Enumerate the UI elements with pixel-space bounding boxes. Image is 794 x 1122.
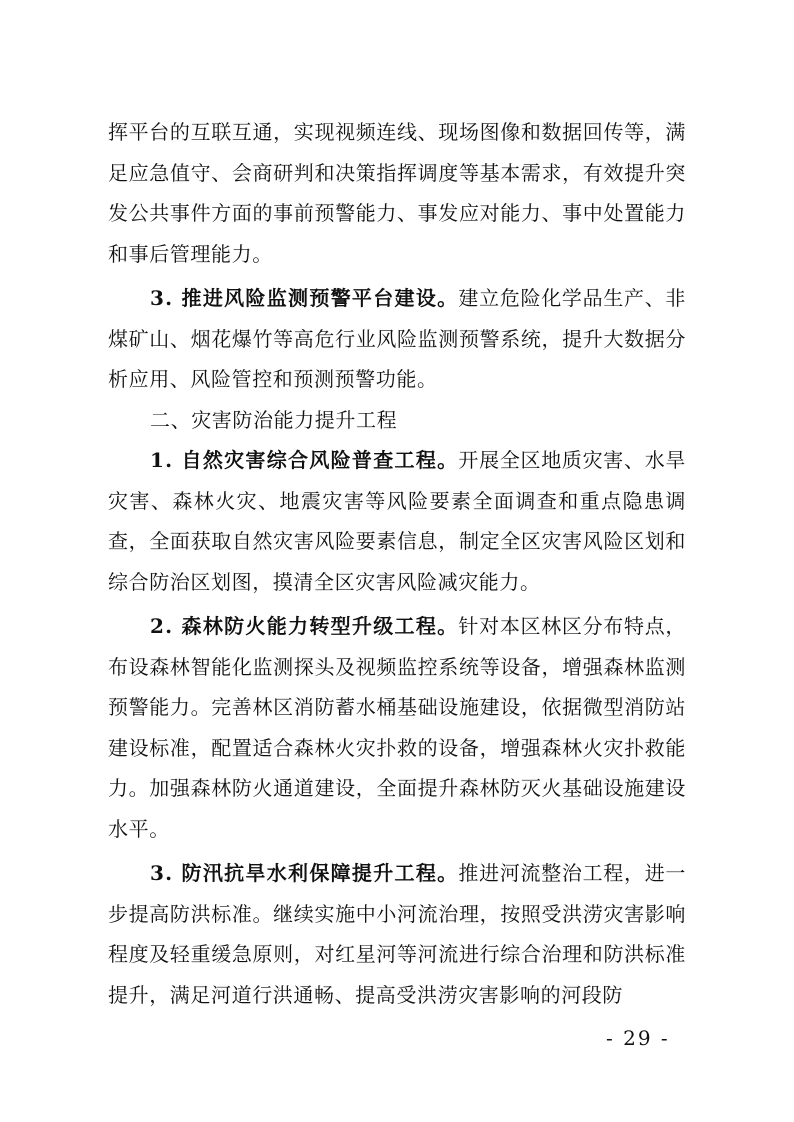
section-title: 二、灾害防治能力提升工程: [150, 407, 398, 432]
page-number: - 29 -: [606, 1026, 670, 1050]
document-body: [108, 112, 686, 1015]
paragraph-natural-disaster-survey: [108, 440, 686, 602]
item-heading: 3. 推进风险监测预警平台建设。: [150, 286, 459, 310]
paragraph-risk-monitoring: [108, 278, 686, 400]
paragraph-text: 推进河流整治工程，进一步提高防洪标准。继续实施中小河流治理，按照受洪涝灾害影响程度及轻重缓急原则，对红星河等河流进行综合治理和防洪标准提升，满足河道行洪通畅、提高受洪涝灾害影响的河段防: [108, 861, 686, 1007]
paragraph-forest-fire: [108, 606, 686, 849]
section-heading: [108, 400, 686, 441]
paragraph-text: 开展全区地质灾害、水旱灾害、森林火灾、地震灾害等风险要素全面调查和重点隐患调查，全面获取自然灾害风险要素信息，制定全区灾害风险区划和综合防治区划图，摸清全区灾害风险减灾能力。: [108, 448, 686, 594]
paragraph-text: 针对本区林区分布特点，布设森林智能化监测探头及视频监控系统等设备，增强森林监测预警能力。完善林区消防蓄水桶基础设施建设，依据微型消防站建设标准，配置适合森林火灾扑救的设备，增强森林火灾扑救能力。加强森林防火通道建设，全面提升森林防灭火基础设施建设水平。: [108, 614, 686, 841]
item-heading: 3. 防汛抗旱水利保障提升工程。: [150, 861, 459, 885]
paragraph-flood-control: [108, 853, 686, 1015]
item-heading: 2. 森林防火能力转型升级工程。: [150, 614, 459, 638]
paragraph-text: 挥平台的互联互通，实现视频连线、现场图像和数据回传等，满足应急值守、会商研判和决策指挥调度等基本需求，有效提升突发公共事件方面的事前预警能力、事发应对能力、事中处置能力和事后管理能力。: [108, 120, 686, 266]
paragraph-text: 建立危险化学品生产、非煤矿山、烟花爆竹等高危行业风险监测预警系统，提升大数据分析应用、风险管控和预测预警功能。: [108, 286, 686, 391]
paragraph-continued: [108, 112, 686, 274]
item-heading: 1. 自然灾害综合风险普查工程。: [150, 448, 459, 472]
